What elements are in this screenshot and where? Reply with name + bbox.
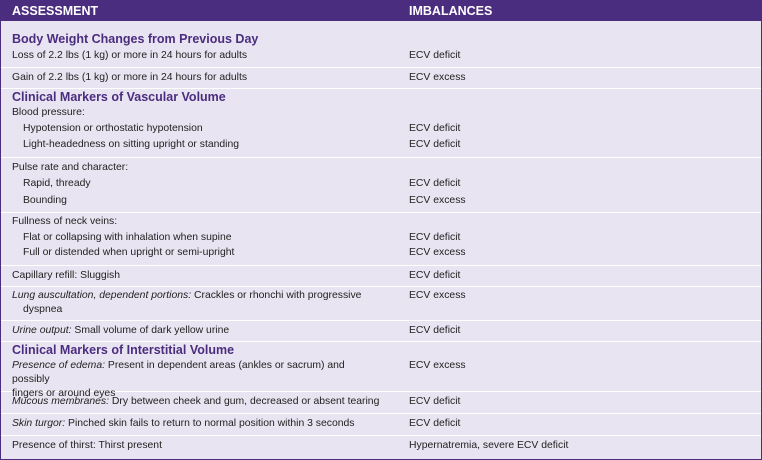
row-text bbox=[12, 289, 382, 317]
row-imbalance: ECV excess bbox=[409, 360, 466, 371]
row-label: Presence of edema: bbox=[12, 360, 105, 371]
header-imbalances: IMBALANCES bbox=[409, 4, 493, 18]
table-row bbox=[1, 287, 761, 321]
row-text-body: Pinched skin fails to return to normal position within 3 seconds bbox=[65, 418, 355, 429]
section-body-weight: Body Weight Changes from Previous Day bbox=[12, 32, 259, 46]
row-imbalance: ECV deficit bbox=[409, 50, 461, 61]
row-imbalance: ECV deficit bbox=[409, 232, 461, 243]
row-imbalance: ECV excess bbox=[409, 247, 466, 258]
table-row bbox=[1, 68, 761, 89]
row-text-body: Dry between cheek and gum, decreased or absent tearing bbox=[109, 396, 380, 407]
row-text: Full or distended when upright or semi-upright bbox=[23, 247, 235, 258]
row-imbalance: ECV deficit bbox=[409, 178, 461, 189]
table-row bbox=[1, 358, 761, 399]
section-vascular: Clinical Markers of Vascular Volume bbox=[12, 90, 226, 104]
table-row bbox=[1, 436, 761, 456]
row-imbalance: ECV deficit bbox=[409, 418, 461, 429]
header-assessment: ASSESSMENT bbox=[12, 4, 99, 18]
row-imbalance: Hypernatremia, severe ECV deficit bbox=[409, 440, 569, 451]
row-text-line1: Crackles or rhonchi with progressive bbox=[191, 290, 362, 301]
row-text: Bounding bbox=[23, 195, 67, 206]
row-text: Light-headedness on sitting upright or standing bbox=[23, 139, 240, 150]
row-text: Blood pressure: bbox=[12, 107, 85, 118]
row-label: Lung auscultation, dependent portions: bbox=[12, 290, 192, 301]
row-text bbox=[12, 417, 382, 431]
section-interstitial: Clinical Markers of Interstitial Volume bbox=[12, 343, 235, 357]
table-row bbox=[1, 175, 761, 192]
row-text: Presence of thirst: Thirst present bbox=[12, 440, 162, 451]
table-row bbox=[1, 392, 761, 414]
row-text: Pulse rate and character: bbox=[12, 162, 129, 173]
row-text: Flat or collapsing with inhalation when supine bbox=[23, 232, 232, 243]
row-text bbox=[12, 324, 382, 338]
row-text: Capillary refill: Sluggish bbox=[12, 270, 120, 281]
row-text: Gain of 2.2 lbs (1 kg) or more in 24 hours for adults bbox=[12, 72, 248, 83]
row-imbalance: ECV deficit bbox=[409, 270, 461, 281]
row-text-line1: Present in dependent areas (ankles or sacrum) and possibly bbox=[12, 360, 345, 385]
row-imbalance: ECV deficit bbox=[409, 396, 461, 407]
table-row bbox=[1, 121, 761, 137]
row-imbalance: ECV excess bbox=[409, 195, 466, 206]
row-imbalance: ECV deficit bbox=[409, 139, 461, 150]
table-row bbox=[1, 229, 761, 245]
table-row bbox=[1, 47, 761, 68]
row-text: Hypotension or orthostatic hypotension bbox=[23, 123, 203, 134]
table-row bbox=[1, 321, 761, 342]
row-label: Urine output: bbox=[12, 325, 72, 336]
row-imbalance: ECV excess bbox=[409, 290, 466, 301]
row-label: Skin turgor: bbox=[12, 418, 66, 429]
row-text: Fullness of neck veins: bbox=[12, 216, 118, 227]
row-text bbox=[12, 395, 382, 409]
row-label: Mucous membranes: bbox=[12, 396, 110, 407]
table-row bbox=[1, 137, 761, 158]
table-row bbox=[1, 192, 761, 213]
row-imbalance: ECV deficit bbox=[409, 123, 461, 134]
table-row bbox=[1, 245, 761, 266]
table-row bbox=[1, 414, 761, 436]
row-text-line2: dyspnea bbox=[23, 304, 63, 315]
table-header bbox=[1, 1, 761, 21]
row-text-body: Small volume of dark yellow urine bbox=[71, 325, 230, 336]
table-row bbox=[1, 158, 761, 175]
row-text: Loss of 2.2 lbs (1 kg) or more in 24 hours for adults bbox=[12, 50, 248, 61]
row-imbalance: ECV deficit bbox=[409, 325, 461, 336]
row-text-line2: fingers or around eyes bbox=[12, 388, 116, 399]
table-row bbox=[1, 213, 761, 229]
row-imbalance: ECV excess bbox=[409, 72, 466, 83]
table-row bbox=[1, 266, 761, 287]
row-text: Rapid, thready bbox=[23, 178, 91, 189]
table-row bbox=[1, 105, 761, 121]
